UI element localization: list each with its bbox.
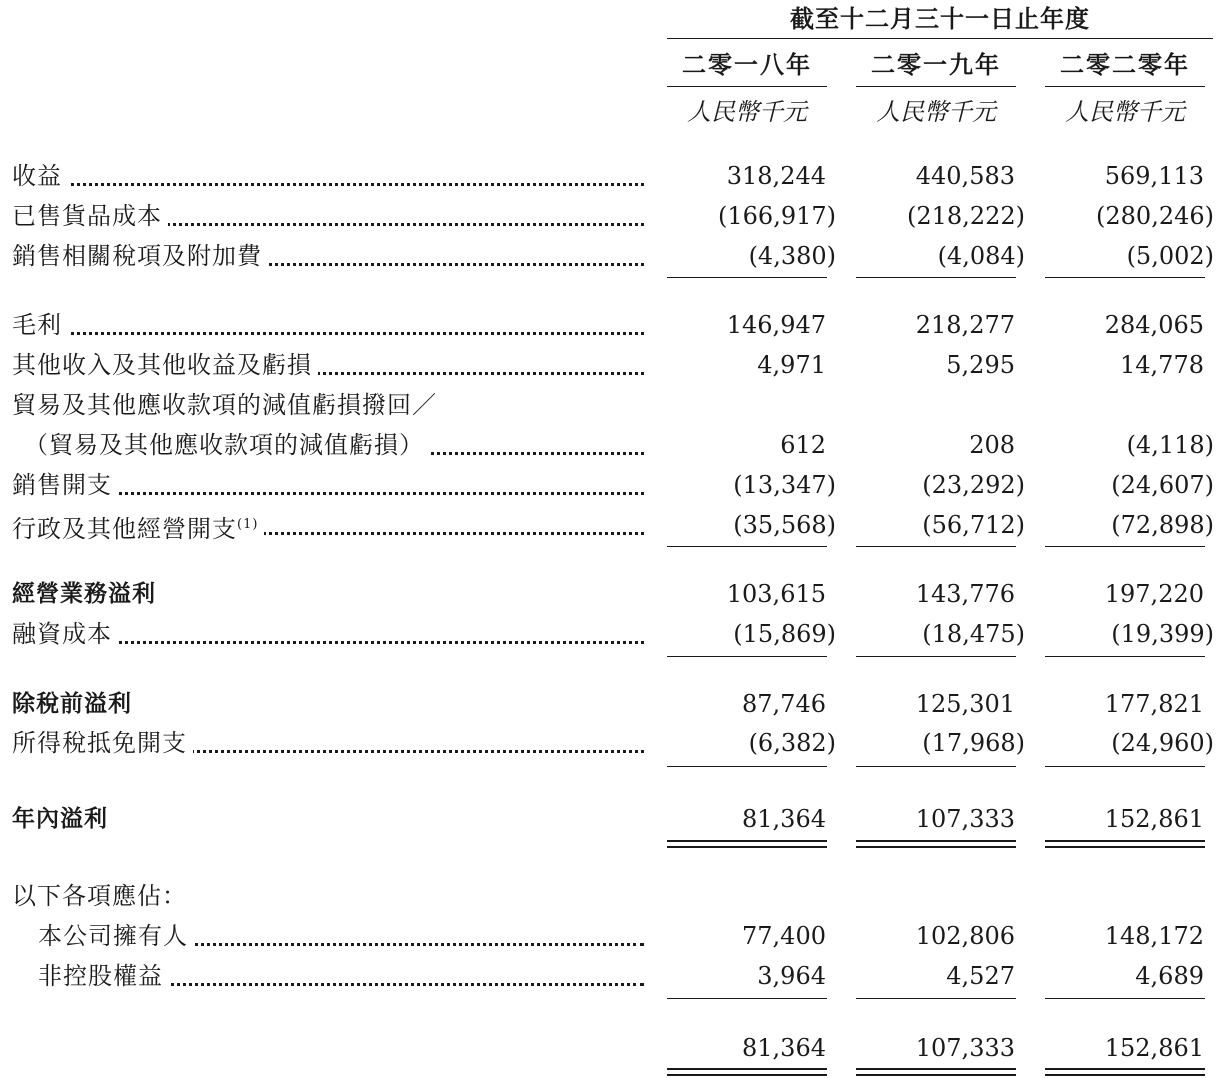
row-label: 本公司擁有人 (38, 918, 644, 954)
table-row-profit-for-year (0, 801, 1218, 837)
row-label: 已售貨品成本 (12, 198, 644, 234)
value-2018: (166,917) (718, 202, 836, 230)
total-double-rule (856, 840, 1016, 848)
unit-label: 人民幣千元 (1065, 98, 1185, 126)
table-row-cost-of-goods (0, 198, 1218, 234)
value-2020: (24,960) (1111, 729, 1214, 757)
value-2020: (72,898) (1111, 511, 1214, 539)
row-label: （貿易及其他應收款項的減值虧損） (24, 427, 644, 463)
table-row-finance-costs (0, 616, 1218, 652)
subtotal-rule (667, 277, 827, 278)
value-2018: 3,964 (757, 962, 826, 990)
value-2019: 208 (969, 431, 1015, 459)
row-label: 收益 (12, 158, 644, 194)
value-2020: 284,065 (1104, 311, 1204, 339)
total-double-rule (856, 1068, 1016, 1076)
total-double-rule (1045, 1068, 1205, 1076)
value-2019: (17,968) (922, 729, 1025, 757)
value-2020: (280,246) (1096, 202, 1214, 230)
value-2018: (15,869) (733, 620, 836, 648)
table-row-profit-before-tax (0, 686, 1218, 722)
total-double-rule (1045, 840, 1205, 848)
subtotal-rule (856, 277, 1016, 278)
value-2019: 440,583 (915, 162, 1015, 190)
value-2018: (35,568) (733, 511, 836, 539)
value-2018: 81,364 (742, 1034, 826, 1062)
row-label: 其他收入及其他收益及虧損 (12, 347, 644, 383)
year-2019-heading: 二零一九年 (871, 51, 1001, 79)
table-row-total (0, 1030, 1218, 1066)
row-label: 除稅前溢利 (12, 686, 644, 722)
subtotal-rule (667, 766, 827, 767)
value-2019: 5,295 (946, 351, 1015, 379)
row-label: 毛利 (12, 307, 644, 343)
subtotal-rule (667, 546, 827, 547)
total-double-rule (667, 840, 827, 848)
value-2018: 87,746 (742, 690, 826, 718)
value-2018: 77,400 (742, 922, 826, 950)
value-2020: 152,861 (1104, 805, 1204, 833)
value-2019: (18,475) (922, 620, 1025, 648)
row-label: 貿易及其他應收款項的減值虧損撥回／ (12, 387, 644, 423)
subtotal-rule (856, 546, 1016, 547)
table-row-admin-expenses (0, 507, 1218, 543)
value-2020: 148,172 (1104, 922, 1204, 950)
row-label: 銷售相關稅項及附加費 (12, 238, 644, 274)
value-2019: (4,084) (937, 242, 1025, 270)
value-2020: 4,689 (1135, 962, 1204, 990)
table-row-attributable-heading (0, 878, 1218, 914)
subtotal-rule (856, 656, 1016, 657)
value-2019: 102,806 (915, 922, 1015, 950)
table-row-sales-tax (0, 238, 1218, 274)
row-label: 行政及其他經營開支$^{(1)}$ (12, 507, 644, 543)
table-row-selling-expenses (0, 467, 1218, 503)
period-heading: 截至十二月三十一日止年度 (790, 5, 1090, 33)
table-row-non-controlling (0, 958, 1218, 994)
footnote-marker: (1) (237, 517, 259, 532)
subtotal-rule (1045, 656, 1205, 657)
row-label: 銷售開支 (12, 467, 644, 503)
value-2018: 146,947 (726, 311, 826, 339)
subtotal-rule (667, 656, 827, 657)
value-2020: 177,821 (1104, 690, 1204, 718)
value-2018: (4,380) (748, 242, 836, 270)
table-row-owners (0, 918, 1218, 954)
value-2019: 143,776 (915, 580, 1015, 608)
row-label: 以下各項應佔： (12, 878, 644, 914)
table-row-other-income (0, 347, 1218, 383)
subtotal-rule (856, 998, 1016, 999)
value-2019: 4,527 (946, 962, 1015, 990)
row-label: 融資成本 (12, 616, 644, 652)
value-2020: (19,399) (1111, 620, 1214, 648)
value-2019: 218,277 (915, 311, 1015, 339)
value-2020: 569,113 (1104, 162, 1204, 190)
row-label: 非控股權益 (38, 958, 644, 994)
table-row-impairment (0, 427, 1218, 463)
subtotal-rule (1045, 546, 1205, 547)
value-2018: 103,615 (726, 580, 826, 608)
value-2018: (13,347) (733, 471, 836, 499)
value-2020: 14,778 (1120, 351, 1204, 379)
year-rule (667, 86, 827, 87)
unit-label: 人民幣千元 (876, 98, 996, 126)
row-label: 年內溢利 (12, 801, 644, 837)
subtotal-rule (667, 998, 827, 999)
table-row-impairment-heading (0, 387, 1218, 423)
row-label: 經營業務溢利 (12, 576, 644, 612)
subtotal-rule (1045, 277, 1205, 278)
value-2018: 612 (780, 431, 826, 459)
value-2019: 107,333 (915, 1034, 1015, 1062)
total-double-rule (667, 1068, 827, 1076)
table-row-gross-profit (0, 307, 1218, 343)
value-2019: 107,333 (915, 805, 1015, 833)
value-2019: 125,301 (915, 690, 1015, 718)
year-2020-heading: 二零二零年 (1060, 51, 1190, 79)
value-2019: (218,222) (907, 202, 1025, 230)
row-label: 所得稅抵免開支 (12, 725, 644, 761)
table-row-revenue (0, 158, 1218, 194)
subtotal-rule (1045, 766, 1205, 767)
unit-label: 人民幣千元 (687, 98, 807, 126)
period-rule (667, 38, 1213, 39)
year-rule (1045, 86, 1205, 87)
value-2020: (5,002) (1126, 242, 1214, 270)
year-2018-heading: 二零一八年 (682, 51, 812, 79)
value-2020: (24,607) (1111, 471, 1214, 499)
value-2019: (23,292) (922, 471, 1025, 499)
year-rule (856, 86, 1016, 87)
table-row-operating-profit (0, 576, 1218, 612)
table-row-income-tax (0, 725, 1218, 761)
value-2018: 4,971 (757, 351, 826, 379)
value-2020: 152,861 (1104, 1034, 1204, 1062)
value-2020: (4,118) (1126, 431, 1214, 459)
value-2020: 197,220 (1104, 580, 1204, 608)
value-2018: 81,364 (742, 805, 826, 833)
subtotal-rule (856, 766, 1016, 767)
value-2019: (56,712) (922, 511, 1025, 539)
value-2018: (6,382) (748, 729, 836, 757)
value-2018: 318,244 (726, 162, 826, 190)
subtotal-rule (1045, 998, 1205, 999)
